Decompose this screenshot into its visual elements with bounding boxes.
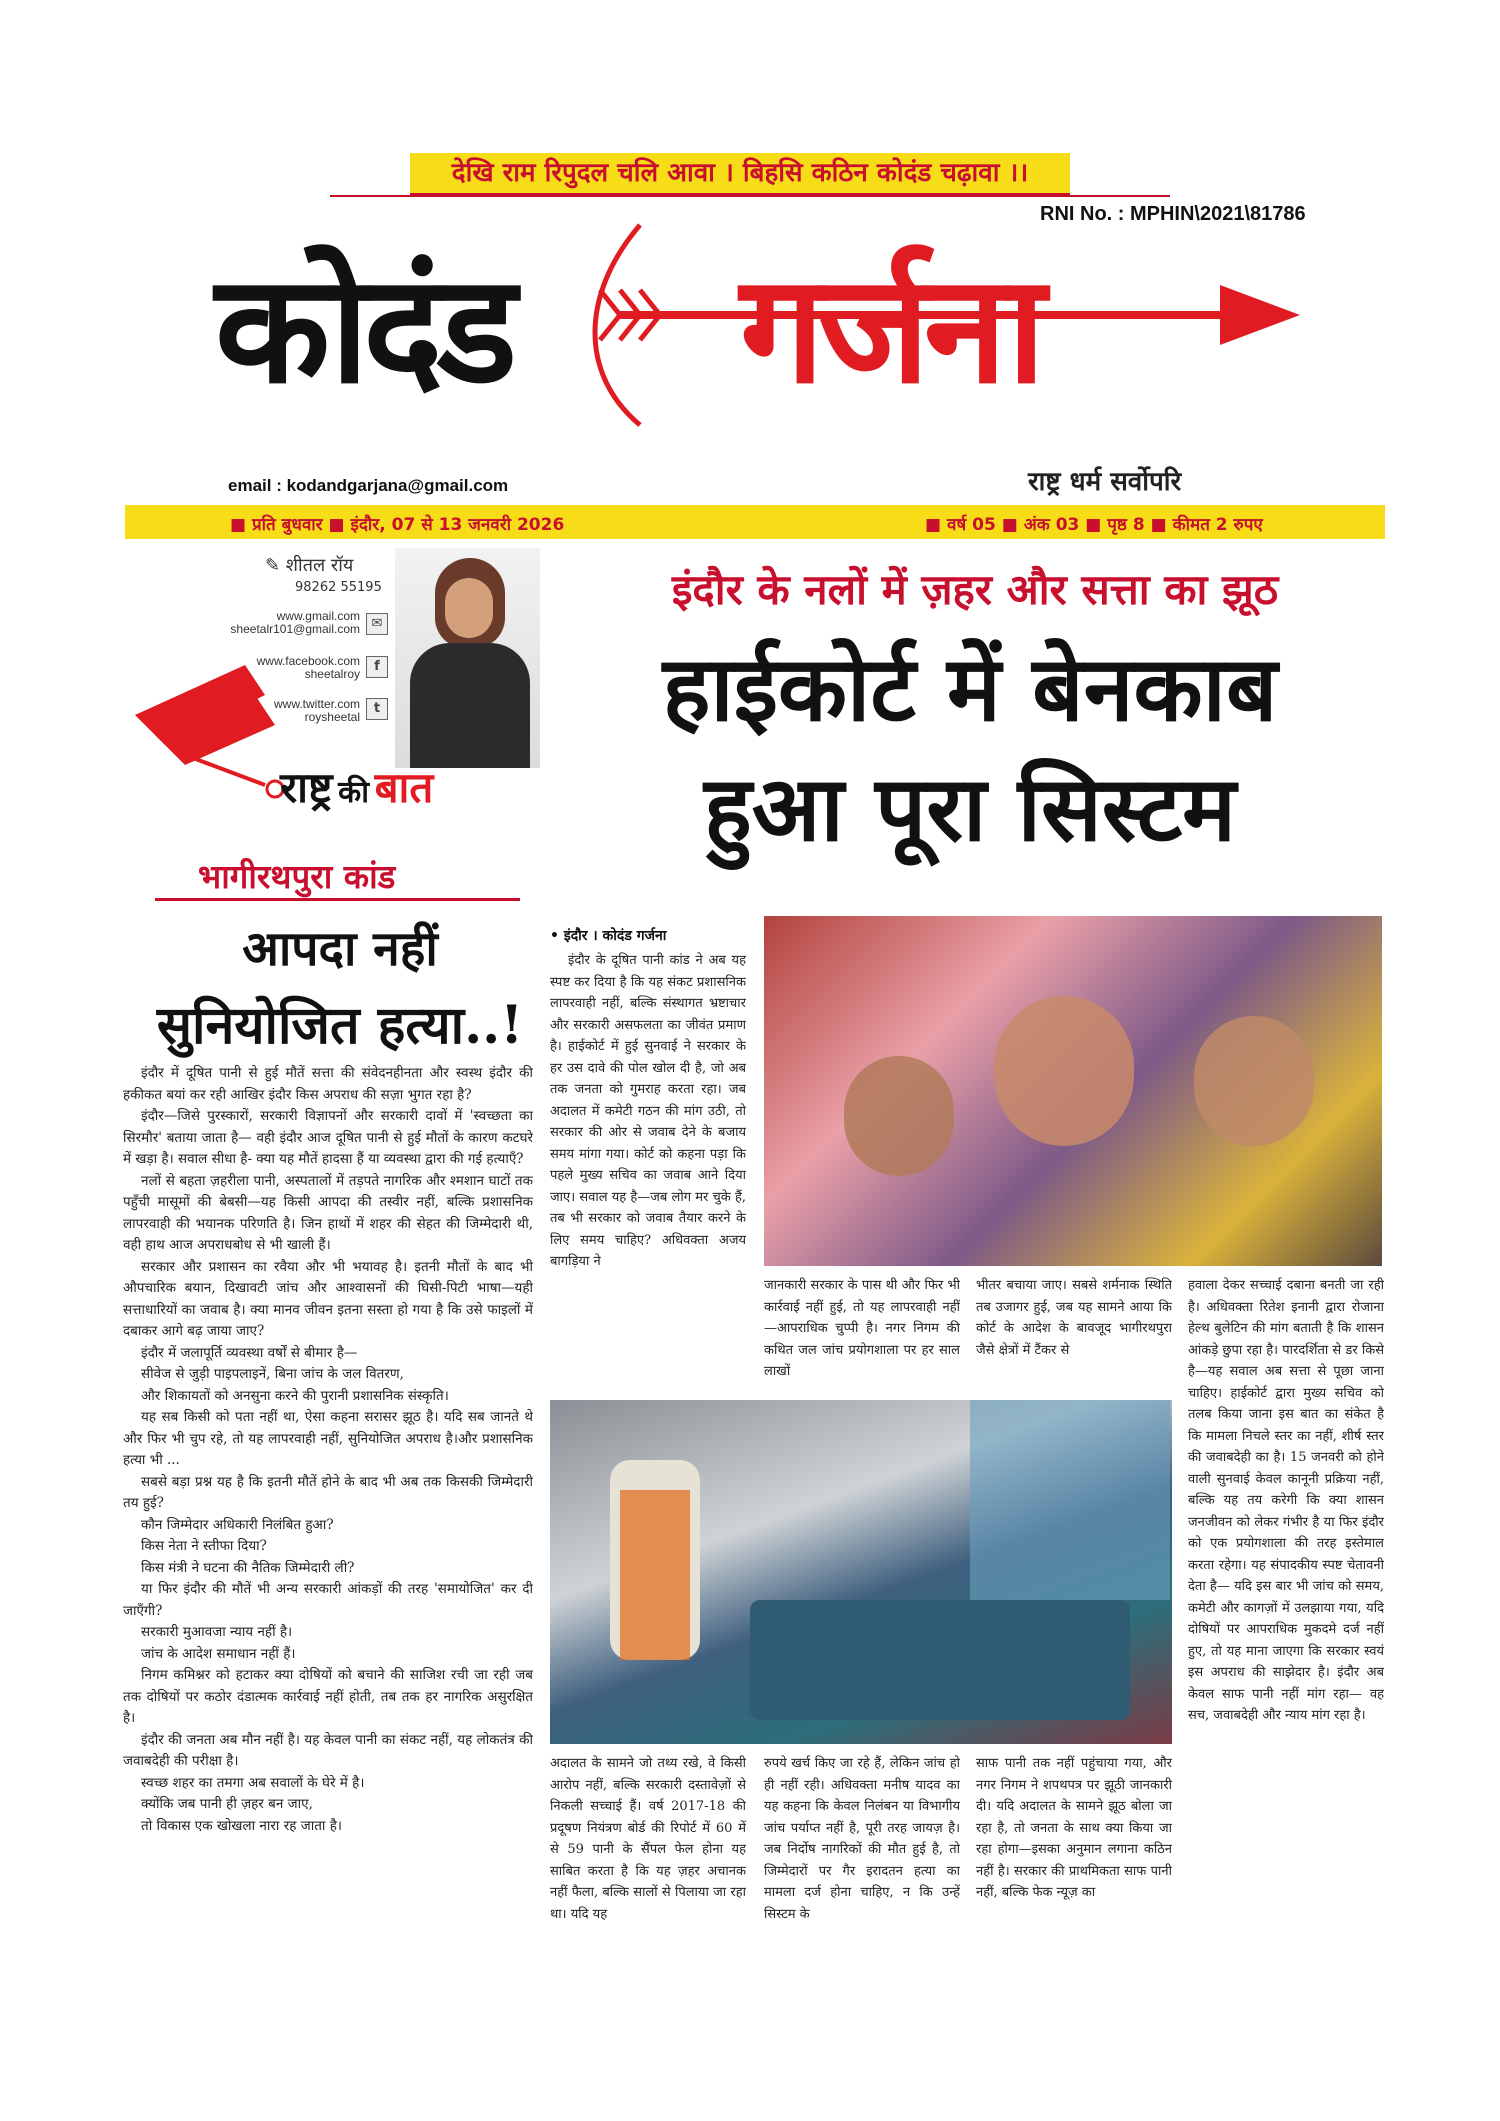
section-rule (155, 898, 520, 901)
tagline-rule (330, 195, 1170, 197)
story-col1: इंदौर के दूषित पानी कांड ने अब यह स्पष्ट कर दिया है कि यह संकट प्रशासनिक लापरवाही नहीं, बल्कि संस्थागत भ्रष्टाचार और सरकारी असफलता का जीवंत प्रमाण है। हाईकोर्ट में हुई सुनवाई ने सरकार के हर उस दावे की पोल खोल दी है, जो अब तक जनता को गुमराह करता रहा। जब अदालत में कमेटी गठन की मांग उठी, तो सरकार की ओर से जवाब देने के बजाय समय मांगा गया। कोर्ट को कहना पड़ा कि पहले मुख्य सचिव का जवाब आने दिया जाए। सवाल यह है—जब लोग मर चुके हैं, तब भी सरकार को जवाब तैयार करने के लिए समय चाहिए? अधिवक्ता अजय बागड़िया ने (550, 953, 746, 1269)
editorial-title-line1: आपदा नहीं (242, 921, 438, 977)
twitter-icon: t (366, 698, 388, 720)
editorial-paragraph: इंदौर की जनता अब मौन नहीं है। यह केवल पानी का संकट नहीं, यह लोकतंत्र की जवाबदेही की परीक्षा है। (123, 1731, 533, 1769)
column-title-prefix: राष्ट्र (280, 763, 333, 812)
quill-pen-logo (125, 655, 295, 805)
masthead-title-left: कोदंड (215, 243, 511, 417)
story-headline-line2: हुआ पूरा सिस्टम (703, 756, 1236, 862)
mail-icon: ✉ (366, 613, 388, 635)
story-col4: हवाला देकर सच्चाई दबाना बनती जा रही है। अधिवक्ता रितेश इनानी द्वारा रोजाना हेल्थ बुलेटिन की मांग बताती है कि शासन आंकड़े छुपा रहा है। पारदर्शिता से डर किसे है—यह सवाल अब सत्ता से पूछा जाना चाहिए। हाईकोर्ट द्वारा मुख्य सचिव को तलब किया जाना इस बात का संकेत है कि मामला निचले स्तर का नहीं, शीर्ष स्तर की जवाबदेही का है। 15 जनवरी को होने वाली सुनवाई केवल कानूनी प्रक्रिया नहीं, बल्कि यह तय करेगी कि क्या शासन जनजीवन को लेकर गंभीर है या फिर इंदौर को एक प्रयोगशाला की तरह इस्तेमाल करता रहेगा। यह संपादकीय स्पष्ट चेतावनी देता है— यदि इस बार भी जांच को समय, कमेटी और कागज़ों में उलझाया गया, यदि दोषियों पर आपराधिक मुकदमे दर्ज नहीं हुए, तो यह माना जाएगा कि सरकार स्वयं इस अपराध की साझेदार है। इंदौर अब केवल साफ पानी नहीं मांग रहा— वह सच, जवाबदेही और न्याय मांग रहा है। (1188, 1278, 1384, 1723)
editorial-paragraph: इंदौर में दूषित पानी से हुई मौतें सत्ता की संवेदनहीनता और स्वस्थ इंदौर की हकीकत बयां कर रही आखिर इंदौर किस अपराध की सज़ा भुगत रहा है? (123, 1065, 533, 1103)
editorial-paragraph: सरकार और प्रशासन का रवैया और भी भयावह है। इतनी मौतों के बाद भी औपचारिक बयान, दिखावटी जांच और आश्वासनों की घिसी-पिटी भाषा—यही सत्ताधारियों का जवाब है। क्या मानव जीवन इतना सस्ता हो गया है कि उसे फाइलों में दबाकर आगे बढ़ जाया जाए? (123, 1258, 533, 1339)
story-col2b: रुपये खर्च किए जा रहे हैं, लेकिन जांच हो ही नहीं रही। अधिवक्ता मनीष यादव का यह कहना कि केवल निलंबन या विभागीय जांच पर्याप्त नहीं है, पूरी तरह जायज़ है। जब निर्दोष नागरिकों की मौत हुई है, तो जिम्मेदारों पर गैर इरादतन हत्या का मामला दर्ज होना चाहिए, न कि उन्हें सिस्टम के (764, 1756, 960, 1922)
editorial-paragraph: जांच के आदेश समाधान नहीं हैं। (141, 1645, 296, 1662)
editorial-paragraph: स्वच्छ शहर का तमगा अब सवालों के घेरे में है। (141, 1774, 365, 1791)
editorial-paragraph: किस नेता ने स्तीफा दिया? (141, 1538, 267, 1554)
story-kicker: इंदौर के नलों में ज़हर और सत्ता का झूठ (671, 565, 1279, 614)
masthead-motto: राष्ट्र धर्म सर्वोपरि (1028, 467, 1182, 497)
masthead-email: email : kodandgarjana@gmail.com (228, 476, 509, 495)
photo-grieving-women (764, 916, 1382, 1266)
rni-number: RNI No. : MPHIN\2021\81786 (1040, 203, 1306, 225)
editorial-paragraph: या फिर इंदौर की मौतें भी अन्य सरकारी आंकड़ों की तरह 'समायोजित' कर दी जाएँगी? (123, 1581, 533, 1619)
editorial-paragraph: तो विकास एक खोखला नारा रह जाता है। (141, 1817, 342, 1834)
story-col2a: जानकारी सरकार के पास थी और फिर भी कार्रवाई नहीं हुई, तो यह लापरवाही नहीं—आपराधिक चुप्पी है। नगर निगम की कथित जल जांच प्रयोगशाला पर हर साल लाखों (764, 1278, 960, 1379)
section-title: भागीरथपुरा कांड (198, 857, 396, 896)
column-title-mid: की (338, 775, 369, 810)
tagline-banner: देखि राम रिपुदल चलि आवा । बिहसि कठिन कोदंड चढ़ावा ।। (410, 153, 1070, 195)
facebook-icon: f (366, 656, 388, 678)
editorial-paragraph: सबसे बड़ा प्रश्न यह है कि इतनी मौतें होने के बाद भी अब तक किसकी जिम्मेदारी तय हुई? (123, 1473, 533, 1511)
story-dateline: • इंदौर । कोदंड गर्जना (550, 928, 667, 944)
author-gmail: www.gmail.com sheetalr101@gmail.com (230, 609, 360, 636)
editorial-paragraph: इंदौर में जलापूर्ति व्यवस्था वर्षों से बीमार है— (141, 1344, 358, 1361)
author-name: ✎ शीतल रॉय (265, 555, 354, 576)
editorial-paragraph: यह सब किसी को पता नहीं था, ऐसा कहना सरासर झूठ है। यदि सब जानते थे और फिर भी चुप रहे, तो यह लापरवाही नहीं, सुनियोजित अपराध है।और प्रशासनिक हत्या भी ... (123, 1409, 533, 1468)
author-photo (395, 548, 540, 768)
editorial-paragraph: किस मंत्री ने घटना की नैतिक जिम्मेदारी ली? (141, 1559, 355, 1576)
editorial-paragraph: कौन जिम्मेदार अधिकारी निलंबित हुआ? (141, 1516, 334, 1533)
author-phone: 98262 55195 (295, 580, 382, 595)
editorial-paragraph: सीवेज से जुड़ी पाइपलाइनें, बिना जांच के जल वितरण, (141, 1366, 404, 1382)
issue-date: ■ प्रति बुधवार ■ इंदौर, 07 से 13 जनवरी 2026 (230, 515, 565, 535)
column-title-suffix: बात (374, 763, 434, 812)
story-col3a: भीतर बचाया जाए। सबसे शर्मनाक स्थिति तब उजागर हुई, जब यह सामने आया कि कोर्ट के आदेश के बावजूद भागीरथपुरा जैसे क्षेत्रों में टैंकर से (976, 1278, 1172, 1358)
masthead-title-right: गर्जना (740, 243, 1040, 417)
editorial-title-line2: सुनियोजित हत्या..! (156, 995, 524, 1056)
editorial-paragraph: सरकारी मुआवजा न्याय नहीं है। (141, 1624, 293, 1640)
story-col1b: अदालत के सामने जो तथ्य रखे, वे किसी आरोप नहीं, बल्कि सरकारी दस्तावेज़ों से निकली सच्चाई हैं। वर्ष 2017-18 की प्रदूषण नियंत्रण बोर्ड की रिपोर्ट में 60 में से 59 पानी के सैंपल फेल होना यह साबित करता है कि यह ज़हर अचानक नहीं फैला, बल्कि सालों से पिलाया जा रहा था। यदि यह (550, 1756, 746, 1922)
editorial-paragraph: इंदौर—जिसे पुरस्कारों, सरकारी विज्ञापनों और सरकारी दावों में 'स्वच्छता का सिरमौर' बताया जाता है— वही इंदौर आज दूषित पानी से हुई मौतों के कारण कटघरे में खड़ा है। सवाल सीधा है- क्या यह मौतें हादसा हैं या व्यवस्था द्वारा की गई हत्याएँ? (123, 1108, 533, 1167)
photo-hospital-visit (550, 1400, 1172, 1744)
arrow-head (1220, 285, 1300, 345)
editorial-paragraph: नलों से बहता ज़हरीला पानी, अस्पतालों में तड़पते नागरिक और श्मशान घाटों तक पहुँची मासूमों की बेबसी—यह किसी आपदा की तस्वीर नहीं, बल्कि प्रशासनिक लापरवाही की भयानक परिणति है। जिन हाथों में शहर की सेहत की जिम्मेदारी थी, वही हाथ आज अपराधबोध से भी खाली हैं। (123, 1172, 533, 1253)
column-title (280, 758, 433, 815)
story-headline-line1: हाईकोर्ट में बेनकाब (662, 636, 1278, 742)
editorial-body (123, 1063, 533, 1963)
story-col3b: साफ पानी तक नहीं पहुंचाया गया, और नगर निगम ने शपथपत्र पर झूठी जानकारी दी। यदि अदालत के सामने झूठ बोला जा रहा है, तो जनता के साथ क्या किया जा रहा होगा—इसका अनुमान लगाना कठिन नहीं है। सरकार की प्राथमिकता साफ पानी नहीं, बल्कि फेक न्यूज़ का (976, 1756, 1172, 1900)
issue-info-bar (125, 505, 1385, 539)
editorial-paragraph: क्योंकि जब पानी ही ज़हर बन जाए, (141, 1796, 313, 1812)
editorial-paragraph: और शिकायतों को अनसुना करने की पुरानी प्रशासनिक संस्कृति। (141, 1387, 449, 1404)
author-twitter: www.twitter.com roysheetal (273, 697, 360, 724)
editorial-paragraph: निगम कमिश्नर को हटाकर क्या दोषियों को बचाने की साजिश रची जा रही जब तक दोषियों पर कठोर दंडात्मक कार्रवाई नहीं होती, तब तक हर नागरिक असुरक्षित है। (123, 1667, 533, 1726)
issue-meta: ■ वर्ष 05 ■ अंक 03 ■ पृष्ठ 8 ■ कीमत 2 रुपए (925, 515, 1263, 535)
author-facebook: www.facebook.com sheetalroy (256, 654, 360, 681)
